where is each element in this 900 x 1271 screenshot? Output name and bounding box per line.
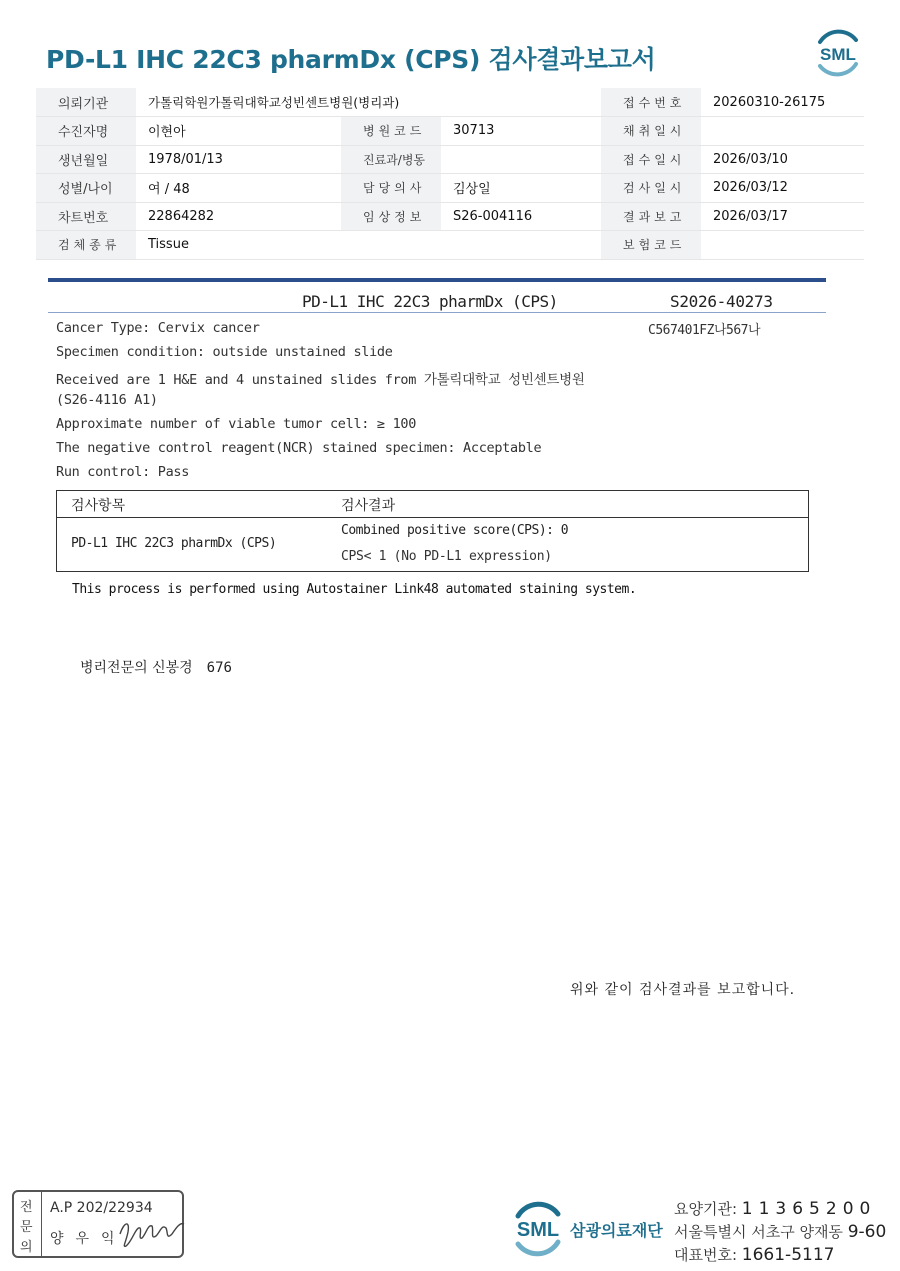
specimen-code: C567401FZ나567나 <box>648 323 761 338</box>
info-value: 30713 <box>441 117 601 146</box>
info-row <box>36 88 864 117</box>
info-label: 진료과/병동 <box>341 145 441 174</box>
info-label: 수진자명 <box>36 117 136 146</box>
pathologist-license: 676 <box>206 660 232 676</box>
info-label: 생년월일 <box>36 145 136 174</box>
address-number: 9-60 <box>847 1222 887 1242</box>
info-value: 2026/03/17 <box>701 202 864 231</box>
stamp-side-char: 문 <box>20 1220 33 1235</box>
info-label: 차트번호 <box>36 202 136 231</box>
institution-label: 요양기관: <box>674 1200 738 1218</box>
stamp-side-char: 의 <box>20 1240 33 1255</box>
result-table <box>56 490 809 572</box>
phone-number: 1661-5117 <box>741 1245 835 1265</box>
info-value <box>701 117 864 146</box>
info-value: 20260310-26175 <box>701 88 864 117</box>
sml-footer-logo <box>508 1198 568 1258</box>
info-value: 1978/01/13 <box>136 145 341 174</box>
info-row <box>36 117 864 146</box>
info-value: 이현아 <box>136 117 341 146</box>
process-note: This process is performed using Autostainer Link48 automated staining system. <box>72 582 637 597</box>
organization-name: 삼광의료재단 <box>570 1221 663 1240</box>
pathologist-line <box>80 657 232 677</box>
phone-label: 대표번호: <box>674 1246 738 1264</box>
info-label: 병원코드 <box>341 117 441 146</box>
specialist-stamp <box>12 1190 184 1258</box>
info-value: Tissue <box>136 231 601 260</box>
sml-logo-text: SML <box>820 45 856 64</box>
report-line: The negative control reagent(NCR) stained specimen: Acceptable <box>56 440 542 456</box>
info-label: 보험코드 <box>601 231 701 260</box>
footer-institution <box>674 1198 876 1219</box>
result-cps-interpretation: CPS< 1 (No PD-L1 expression) <box>341 549 552 564</box>
result-header-result: 검사결과 <box>341 498 396 514</box>
address-text: 서울특별시 서초구 양재동 <box>674 1223 843 1241</box>
result-cps-score: Combined positive score(CPS): 0 <box>341 523 569 538</box>
report-line: Cancer Type: Cervix cancer <box>56 320 260 336</box>
info-value: 여 / 48 <box>136 174 341 203</box>
info-value: 김상일 <box>441 174 601 203</box>
info-value: S26-004116 <box>441 202 601 231</box>
report-line: Approximate number of viable tumor cell: ≥ 100 <box>56 416 417 432</box>
info-label: 임상정보 <box>341 202 441 231</box>
closing-statement: 위와 같이 검사결과를 보고합니다. <box>570 982 796 998</box>
info-row <box>36 202 864 231</box>
footer-address <box>674 1221 886 1242</box>
info-row <box>36 145 864 174</box>
info-label: 성별/나이 <box>36 174 136 203</box>
section-divider-line <box>48 312 826 313</box>
info-value: 가톨릭학원가톨릭대학교성빈센트병원(병리과) <box>136 88 601 117</box>
result-header-divider <box>57 517 808 518</box>
info-label: 의뢰기관 <box>36 88 136 117</box>
info-value: 2026/03/10 <box>701 145 864 174</box>
result-header-item: 검사항목 <box>71 498 126 514</box>
signature-image <box>116 1212 188 1252</box>
report-number: S2026-40273 <box>670 292 773 311</box>
info-label: 접수일시 <box>601 145 701 174</box>
info-value: 2026/03/12 <box>701 174 864 203</box>
stamp-side-char: 전 <box>20 1200 33 1215</box>
report-line: (S26-4116 A1) <box>56 392 158 408</box>
info-label: 담당의사 <box>341 174 441 203</box>
info-row <box>36 231 864 260</box>
stamp-ap-number: A.P 202/22934 <box>50 1200 153 1216</box>
footer-phone <box>674 1244 834 1265</box>
info-label: 채취일시 <box>601 117 701 146</box>
report-test-title: PD-L1 IHC 22C3 pharmDx (CPS) <box>302 292 558 311</box>
info-row <box>36 174 864 203</box>
info-label: 접수번호 <box>601 88 701 117</box>
info-value: 22864282 <box>136 202 341 231</box>
section-divider-bar <box>48 278 826 282</box>
sml-logo <box>812 28 864 78</box>
pathologist-name: 병리전문의 신봉경 <box>80 660 193 676</box>
info-value <box>701 231 864 260</box>
report-line: Received are 1 H&E and 4 unstained slides from 가톨릭대학교 성빈센트병원 <box>56 372 585 388</box>
stamp-side-label <box>14 1192 42 1256</box>
institution-number: 11365200 <box>741 1199 877 1219</box>
report-title-header: PD-L1 IHC 22C3 pharmDx (CPS) 검사결과보고서 <box>46 45 656 74</box>
report-line: Specimen condition: outside unstained slide <box>56 344 393 360</box>
result-test-item: PD-L1 IHC 22C3 pharmDx (CPS) <box>71 536 277 551</box>
patient-info-table <box>36 88 864 260</box>
report-line: Run control: Pass <box>56 464 190 480</box>
info-label: 검사일시 <box>601 174 701 203</box>
info-label: 검체종류 <box>36 231 136 260</box>
info-value <box>441 145 601 174</box>
info-label: 결과보고 <box>601 202 701 231</box>
stamp-name: 양우익 <box>50 1231 127 1247</box>
sml-footer-logo-text: SML <box>516 1219 560 1241</box>
